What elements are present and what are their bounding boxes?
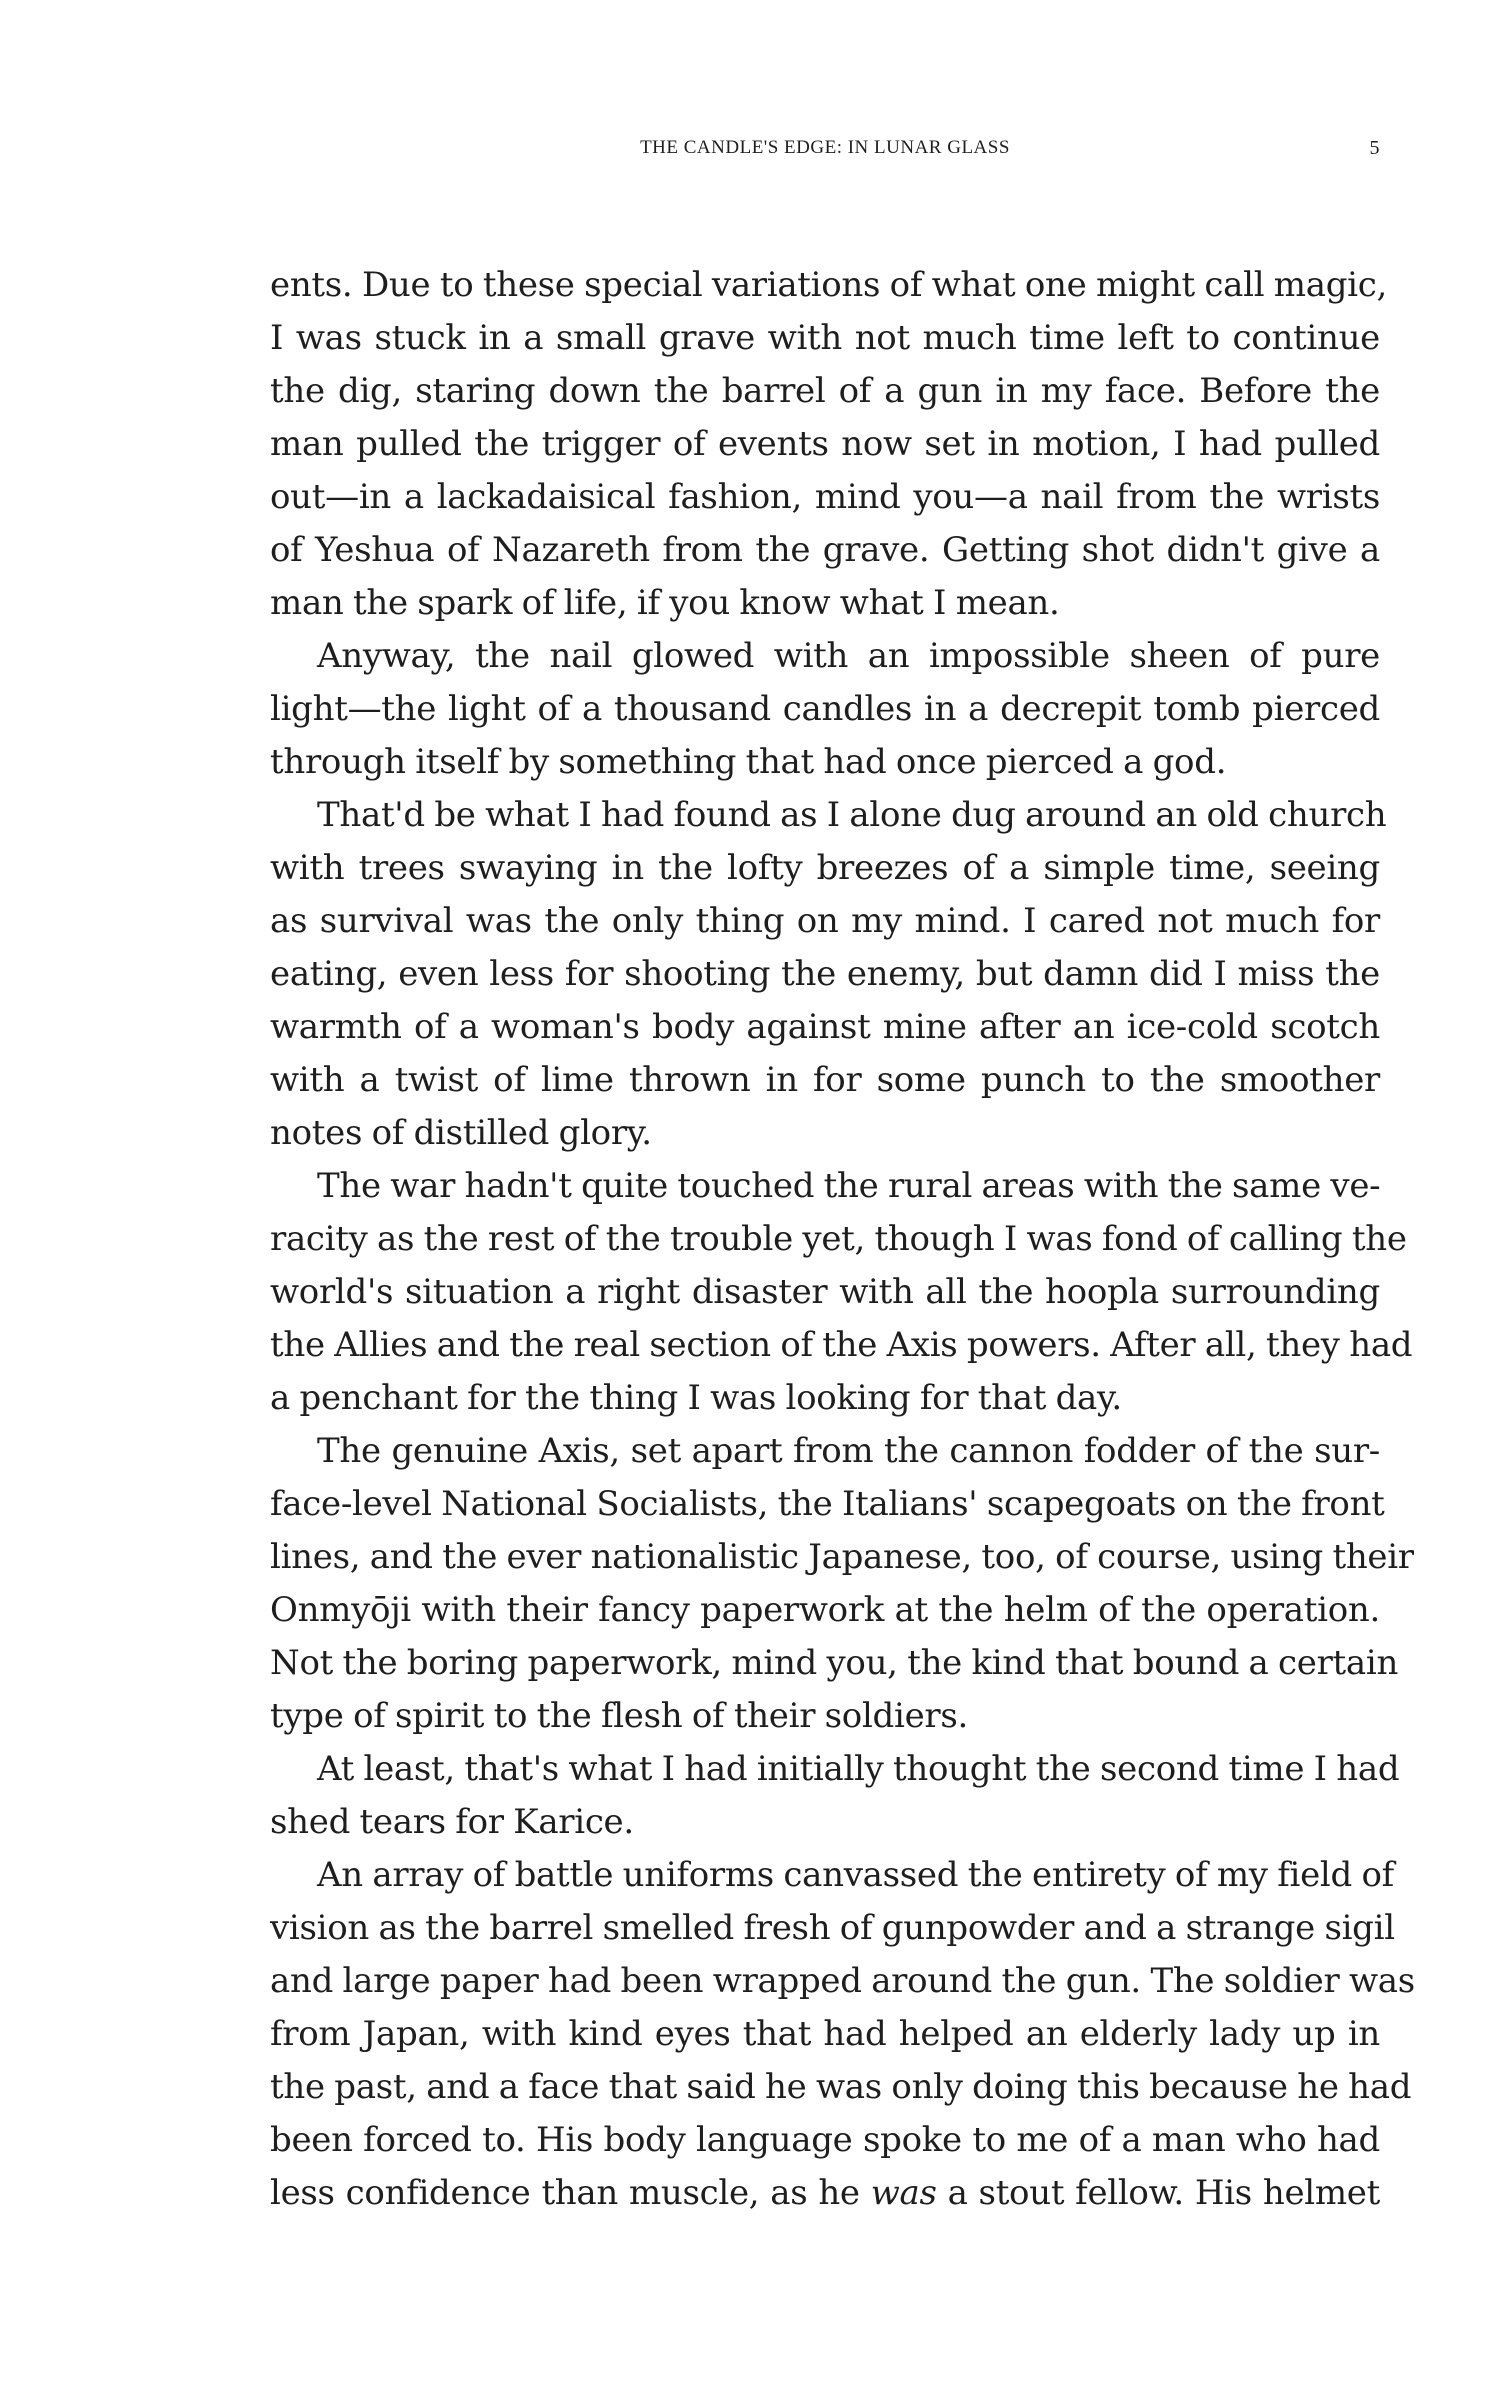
text-line: the dig, staring down the barrel of a gun in my face. Before the xyxy=(270,371,1380,411)
text-line: face-level National Socialists, the Italians' scapegoats on the front xyxy=(270,1484,1385,1524)
paragraph xyxy=(270,789,1387,1160)
text-line: a penchant for the thing I was looking for that day. xyxy=(270,1378,1122,1418)
text-line: The war hadn't quite touched the rural areas with the same ve- xyxy=(317,1166,1381,1206)
italic-word: was xyxy=(870,2173,937,2213)
paragraph xyxy=(270,630,1380,789)
text-line: eating, even less for shooting the enemy, but damn did I miss the xyxy=(270,954,1380,994)
text-line: world's situation a right disaster with all the hoopla surrounding xyxy=(270,1272,1380,1312)
text-line: vision as the barrel smelled fresh of gunpowder and a strange sigil xyxy=(270,1908,1395,1948)
text-line: with trees swaying in the lofty breezes of a simple time, seeing xyxy=(270,848,1380,888)
text-line: notes of distilled glory. xyxy=(270,1113,652,1153)
text-line: man pulled the trigger of events now set in motion, I had pulled xyxy=(270,424,1380,464)
paragraph xyxy=(270,1160,1413,1425)
text-line: out—in a lackadaisical fashion, mind you—a nail from the wrists xyxy=(270,477,1380,517)
text-line: The genuine Axis, set apart from the cannon fodder of the sur- xyxy=(317,1431,1380,1471)
paragraph xyxy=(270,1743,1400,1849)
body-text xyxy=(270,259,1415,2220)
text-line: racity as the rest of the trouble yet, though I was fond of calling the xyxy=(270,1219,1407,1259)
text-line: light—the light of a thousand candles in a decrepit tomb pierced xyxy=(270,689,1380,729)
text-run: less confidence than muscle, as he xyxy=(270,2173,871,2213)
text-line xyxy=(270,2167,1380,2220)
text-line: lines, and the ever nationalistic Japanese, too, of course, using their xyxy=(270,1537,1414,1577)
text-line: of Yeshua of Nazareth from the grave. Getting shot didn't give a xyxy=(270,530,1380,570)
text-line: the Allies and the real section of the Axis powers. After all, they had xyxy=(270,1325,1413,1365)
text-line: with a twist of lime thrown in for some punch to the smoother xyxy=(270,1060,1380,1100)
text-line: Anyway, the nail glowed with an impossible sheen of pure xyxy=(317,636,1380,676)
text-line: warmth of a woman's body against mine after an ice-cold scotch xyxy=(270,1007,1380,1047)
text-line: as survival was the only thing on my mind. I cared not much for xyxy=(270,901,1380,941)
paragraph xyxy=(270,1849,1415,2220)
paragraph xyxy=(270,259,1387,630)
text-line: and large paper had been wrapped around the gun. The soldier was xyxy=(270,1961,1415,2001)
page-number: 5 xyxy=(1369,137,1380,159)
text-line: shed tears for Karice. xyxy=(270,1802,634,1842)
running-title: THE CANDLE'S EDGE: IN LUNAR GLASS xyxy=(640,137,1010,158)
text-line: Onmyōji with their fancy paperwork at the helm of the operation. xyxy=(270,1590,1380,1630)
text-line: An array of battle uniforms canvassed the entirety of my field of xyxy=(317,1855,1394,1895)
text-line: That'd be what I had found as I alone dug around an old church xyxy=(317,795,1387,835)
text-line: from Japan, with kind eyes that had helped an elderly lady up in xyxy=(270,2014,1380,2054)
text-line: At least, that's what I had initially thought the second time I had xyxy=(317,1749,1400,1789)
text-run: a stout fellow. His helmet xyxy=(936,2173,1380,2213)
paragraph xyxy=(270,1425,1414,1743)
running-header xyxy=(270,135,1380,161)
text-line: been forced to. His body language spoke to me of a man who had xyxy=(270,2120,1380,2160)
text-line: through itself by something that had once pierced a god. xyxy=(270,742,1227,782)
text-line: man the spark of life, if you know what I mean. xyxy=(270,583,1060,623)
text-line: type of spirit to the flesh of their soldiers. xyxy=(270,1696,969,1736)
text-line: I was stuck in a small grave with not much time left to continue xyxy=(270,318,1380,358)
text-line: Not the boring paperwork, mind you, the kind that bound a certain xyxy=(270,1643,1399,1683)
text-line: the past, and a face that said he was only doing this because he had xyxy=(270,2067,1412,2107)
text-line: ents. Due to these special variations of what one might call magic, xyxy=(270,265,1387,305)
